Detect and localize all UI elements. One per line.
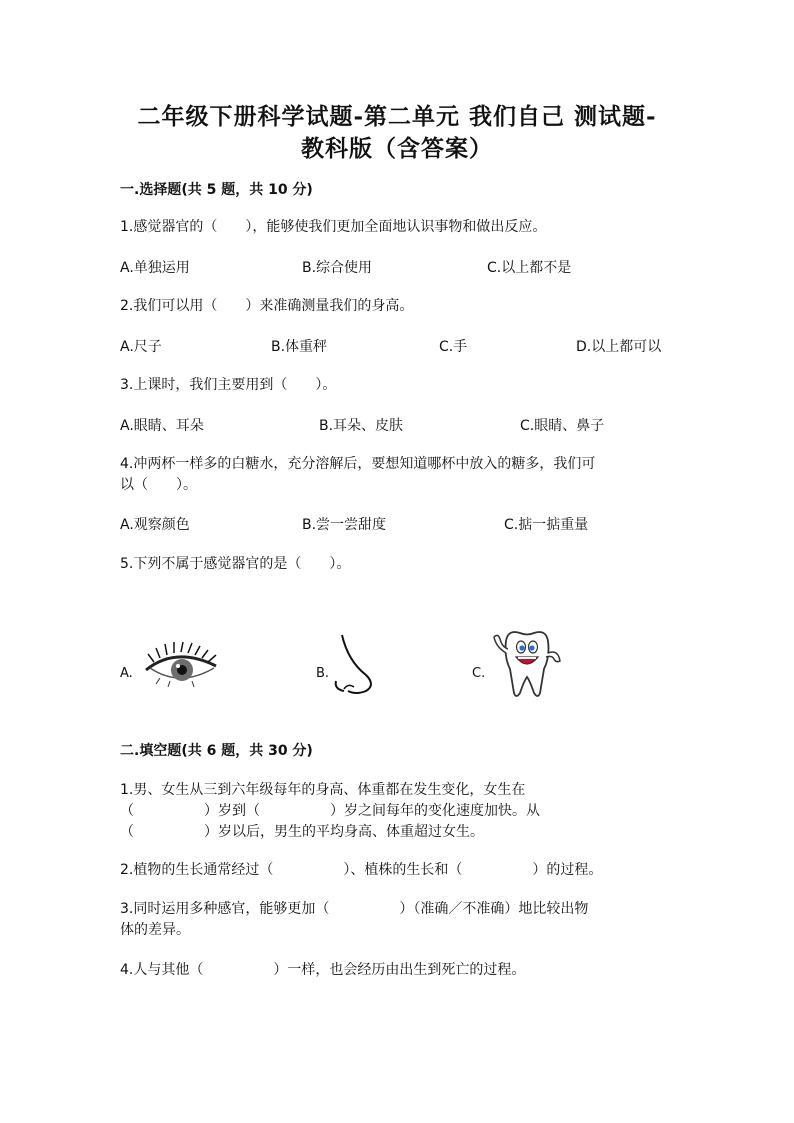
fill-question-3-line1: 3.同时运用多种感官，能够更加（ ）（准确／不准确）地比较出物 [120,901,589,917]
q1-option-a: A.单独运用 [120,260,190,276]
fill-question-1-line3: （ ）岁以后，男生的平均身高、体重超过女生。 [120,824,484,840]
q5-option-a-label: A. [120,666,133,681]
tooth-icon [492,627,562,701]
section-heading-fill: 二.填空题(共 6 题，共 30 分) [120,743,313,759]
q2-option-b: B.体重秤 [271,339,328,355]
q3-option-a: A.眼睛、耳朵 [120,418,204,434]
eye-icon [140,640,222,690]
q4-option-a: A.观察颜色 [120,517,190,533]
fill-question-3-line2: 体的差异。 [120,922,190,938]
doc-title-line2: 教科版（含答案） [301,135,493,162]
question-1-text: 1.感觉器官的（ ），能够使我们更加全面地认识事物和做出反应。 [120,219,547,235]
q4-option-c: C.掂一掂重量 [504,517,589,533]
q3-option-b: B.耳朵、皮肤 [319,418,404,434]
fill-question-2-text: 2.植物的生长通常经过（ ）、植株的生长和（ ）的过程。 [120,862,603,878]
q2-option-c: C.手 [439,339,468,355]
fill-question-1-line1: 1.男、女生从三到六年级每年的身高、体重都在发生变化，女生在 [120,782,526,798]
q5-option-c-label: C. [472,666,486,681]
doc-title-line1: 二年级下册科学试题-第二单元 我们自己 测试题- [137,103,657,130]
q2-option-d: D.以上都可以 [576,339,662,355]
section-heading-choice: 一.选择题(共 5 题，共 10 分) [120,182,313,198]
q2-option-a: A.尺子 [120,339,162,355]
question-3-text: 3.上课时，我们主要用到（ ）。 [120,377,337,393]
q1-option-c: C.以上都不是 [487,260,572,276]
q5-option-b-label: B. [316,666,330,681]
question-4-text-line2: 以（ ）。 [120,477,197,493]
question-5-text: 5.下列不属于感觉器官的是（ ）。 [120,556,351,572]
q3-option-c: C.眼睛、鼻子 [520,418,605,434]
question-2-text: 2.我们可以用（ ）来准确测量我们的身高。 [120,298,414,314]
q4-option-b: B.尝一尝甜度 [302,517,387,533]
question-4-text-line1: 4.冲两杯一样多的白糖水，充分溶解后，要想知道哪杯中放入的糖多，我们可 [120,456,596,472]
nose-icon [330,633,380,697]
q1-option-b: B.综合使用 [302,260,373,276]
fill-question-1-line2: （ ）岁到（ ）岁之间每年的变化速度加快。从 [120,803,540,819]
fill-question-4-text: 4.人与其他（ ）一样，也会经历由出生到死亡的过程。 [120,962,526,978]
